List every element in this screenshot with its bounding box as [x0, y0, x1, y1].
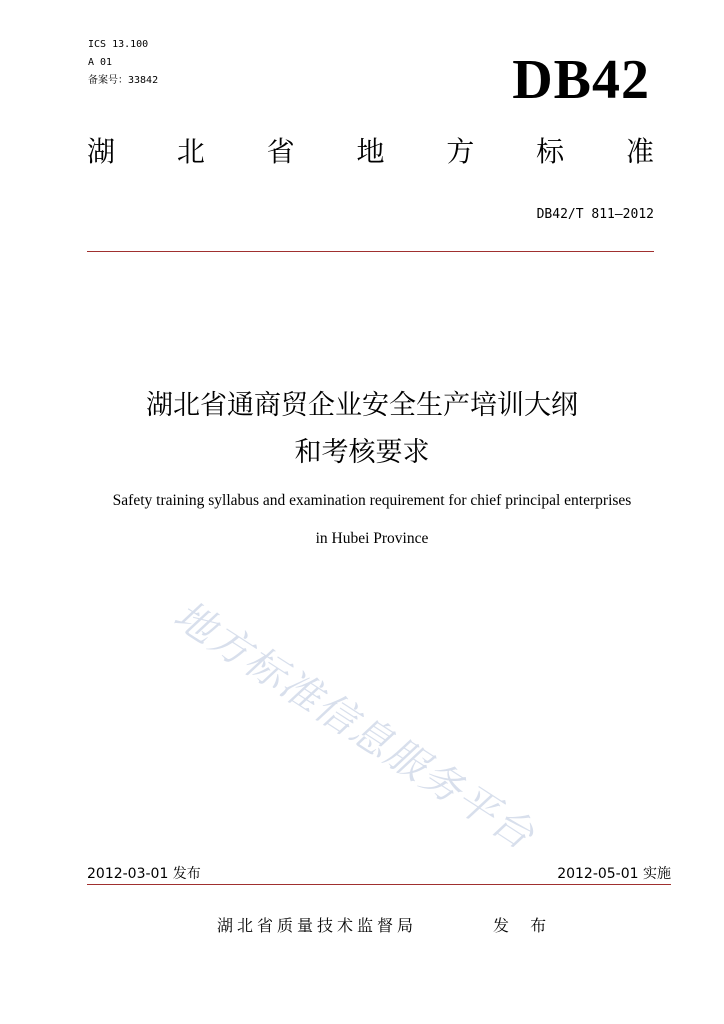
issue-date: 2012-03-01 发布: [87, 866, 201, 882]
standard-type-title: [87, 134, 654, 170]
issuing-authority: 湖北省质量技术监督局: [217, 916, 418, 935]
bottom-divider: [87, 884, 671, 885]
category-code: A 01: [88, 57, 113, 68]
issue-label: 发 布: [493, 916, 555, 935]
standard-code: DB42/T 811—2012: [536, 207, 654, 222]
title-cn-line1: 湖北省通商贸企业安全生产培训大纲: [146, 390, 578, 421]
watermark: 地方标准信息服务平台: [165, 592, 543, 860]
standard-type-char: 方: [446, 135, 475, 168]
standard-type-char: 准: [625, 135, 654, 168]
title-en-line1: Safety training syllabus and examination requirement for chief principal enterprises: [112, 492, 632, 509]
standard-type-char: 湖: [87, 135, 116, 168]
implementation-date: 2012-05-01 实施: [557, 866, 671, 882]
title-cn-line2: 和考核要求: [294, 437, 430, 468]
standard-type-char: 省: [266, 135, 295, 168]
title-en-line2: in Hubei Province: [315, 530, 429, 547]
standard-type-char: 地: [356, 135, 385, 168]
standard-type-char: 标: [536, 135, 565, 168]
ics-code: ICS 13.100: [88, 39, 149, 50]
top-divider: [87, 251, 654, 252]
db42-logo: DB42: [512, 49, 650, 111]
record-number: 备案号：33842: [88, 75, 159, 86]
standard-type-char: 北: [176, 135, 205, 168]
